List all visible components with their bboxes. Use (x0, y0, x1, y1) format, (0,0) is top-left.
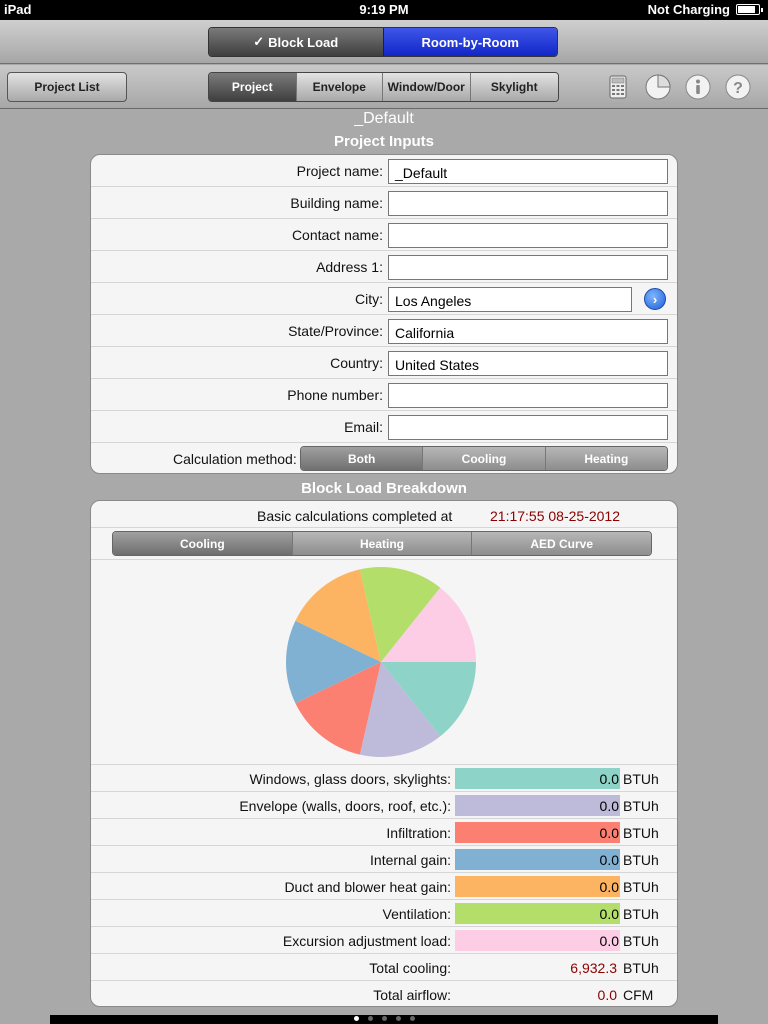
item-value-bar (455, 903, 620, 924)
item-value: 0.0 (599, 906, 619, 922)
item-unit: BTUh (623, 933, 659, 949)
breakdown-tabs-row (91, 528, 677, 560)
page-dots[interactable] (50, 1016, 718, 1021)
calc-method-cooling[interactable]: Cooling (423, 447, 545, 470)
country-input[interactable]: United States (388, 351, 668, 376)
breakdown-pie-chart (91, 560, 678, 765)
total-cooling-label: Total cooling: (369, 960, 451, 976)
item-label: Envelope (walls, doors, roof, etc.): (239, 798, 451, 814)
breakdown-item-windows (91, 765, 677, 792)
calc-method-label: Calculation method: (173, 451, 297, 467)
field-row-city (91, 283, 677, 315)
field-label: Project name: (296, 163, 383, 179)
page-dot[interactable] (396, 1016, 401, 1021)
tab-project[interactable]: Project (209, 73, 297, 101)
field-row-calc-method (91, 443, 677, 474)
clock: 9:19 PM (359, 2, 409, 17)
breakdown-item-internal-gain (91, 846, 677, 873)
project-inputs-title: Project Inputs (333, 133, 434, 150)
item-unit: BTUh (623, 852, 659, 868)
field-row-building-name (91, 187, 677, 219)
breakdown-item-envelope (91, 792, 677, 819)
total-airflow-value: 0.0 (597, 987, 617, 1003)
breakdown-tab-cooling[interactable]: Cooling (113, 532, 293, 555)
project-list-button[interactable]: Project List (7, 72, 127, 102)
item-unit: BTUh (623, 798, 659, 814)
field-label: Building name: (290, 195, 383, 211)
item-label: Duct and blower heat gain: (284, 879, 451, 895)
item-unit: BTUh (623, 825, 659, 841)
page-indicator-bar (50, 1015, 718, 1024)
item-value-bar (455, 822, 620, 843)
breakdown-title: Block Load Breakdown (301, 480, 467, 497)
item-value: 0.0 (599, 852, 619, 868)
item-unit: BTUh (623, 906, 659, 922)
page-dot[interactable] (410, 1016, 415, 1021)
field-label: Contact name: (291, 227, 383, 243)
checkmark-icon: ✓ (253, 34, 265, 49)
field-row-phone (91, 379, 677, 411)
section-tabs (208, 72, 559, 102)
city-input[interactable]: Los Angeles (388, 287, 632, 312)
battery-icon (736, 4, 760, 15)
field-row-address (91, 251, 677, 283)
field-row-state (91, 315, 677, 347)
total-cooling-row (91, 954, 677, 981)
project-inputs-card (90, 154, 678, 474)
item-label: Windows, glass doors, skylights: (249, 771, 451, 787)
total-airflow-unit: CFM (623, 987, 654, 1003)
breakdown-item-duct (91, 873, 677, 900)
main-toolbar (0, 65, 768, 109)
field-label: Country: (330, 355, 383, 371)
item-label: Ventilation: (382, 906, 451, 922)
calc-status-row (91, 501, 677, 528)
breakdown-segmented-control (112, 531, 652, 556)
total-cooling-unit: BTUh (623, 960, 659, 976)
breakdown-item-infiltration (91, 819, 677, 846)
tab-envelope[interactable]: Envelope (297, 73, 384, 101)
tab-window-door[interactable]: Window/Door (383, 73, 471, 101)
item-label: Internal gain: (370, 852, 451, 868)
calculator-icon[interactable] (604, 73, 632, 101)
breakdown-card (90, 500, 678, 1007)
help-icon[interactable] (724, 73, 752, 101)
item-value: 0.0 (599, 798, 619, 814)
page-dot[interactable] (382, 1016, 387, 1021)
item-value: 0.0 (599, 825, 619, 841)
breakdown-tab-heating[interactable]: Heating (293, 532, 473, 555)
state-input[interactable]: California (388, 319, 668, 344)
room-by-room-button[interactable] (384, 28, 558, 56)
address-input[interactable] (388, 255, 668, 280)
completed-label: Basic calculations completed at (257, 508, 453, 524)
breakdown-item-ventilation (91, 900, 677, 927)
field-row-project-name (91, 155, 677, 187)
block-load-label: Block Load (268, 34, 339, 50)
total-cooling-value: 6,932.3 (570, 960, 617, 976)
item-unit: BTUh (623, 771, 659, 787)
info-icon[interactable] (684, 73, 712, 101)
svg-text:?: ? (733, 80, 743, 97)
calc-method-segmented-control (300, 446, 668, 471)
mode-toolbar (0, 20, 768, 64)
contact-name-input[interactable] (388, 223, 668, 248)
email-input[interactable] (388, 415, 668, 440)
item-value-bar (455, 768, 620, 789)
breakdown-item-excursion (91, 927, 677, 954)
block-load-button[interactable] (209, 28, 384, 56)
item-value-bar (455, 795, 620, 816)
calc-method-heating[interactable]: Heating (546, 447, 667, 470)
device-name: iPad (4, 2, 32, 17)
building-name-input[interactable] (388, 191, 668, 216)
toolbar-icons (604, 73, 752, 101)
field-row-country (91, 347, 677, 379)
item-value: 0.0 (599, 933, 619, 949)
page-title: _Default (354, 110, 414, 127)
status-bar (0, 0, 768, 20)
mode-segmented-control (208, 27, 558, 57)
calc-method-both[interactable]: Both (301, 447, 423, 470)
pie-chart-row (91, 560, 677, 765)
room-by-room-label: Room-by-Room (421, 34, 519, 50)
field-label: Email: (344, 419, 383, 435)
page-dot[interactable] (354, 1016, 359, 1021)
item-value: 0.0 (599, 879, 619, 895)
field-label: City: (355, 291, 383, 307)
tab-skylight[interactable]: Skylight (471, 73, 559, 101)
total-airflow-row (91, 981, 677, 1007)
item-value-bar (455, 849, 620, 870)
field-row-contact-name (91, 219, 677, 251)
item-value: 0.0 (599, 771, 619, 787)
battery-status (648, 2, 760, 17)
field-label: Address 1: (316, 259, 383, 275)
field-row-email (91, 411, 677, 443)
field-label: State/Province: (288, 323, 383, 339)
total-airflow-label: Total airflow: (373, 987, 451, 1003)
item-label: Excursion adjustment load: (282, 933, 451, 949)
item-value-bar (455, 876, 620, 897)
city-lookup-arrow-icon[interactable]: › (644, 288, 666, 310)
completed-time: 21:17:55 08-25-2012 (490, 508, 620, 524)
project-name-input[interactable]: _Default (388, 159, 668, 184)
pie-chart-icon[interactable] (644, 73, 672, 101)
breakdown-tab-aed-curve[interactable]: AED Curve (472, 532, 651, 555)
field-label: Phone number: (287, 387, 383, 403)
page-dot[interactable] (368, 1016, 373, 1021)
item-label: Infiltration: (386, 825, 451, 841)
charging-status: Not Charging (647, 2, 730, 17)
item-unit: BTUh (623, 879, 659, 895)
phone-input[interactable] (388, 383, 668, 408)
item-value-bar (455, 930, 620, 951)
